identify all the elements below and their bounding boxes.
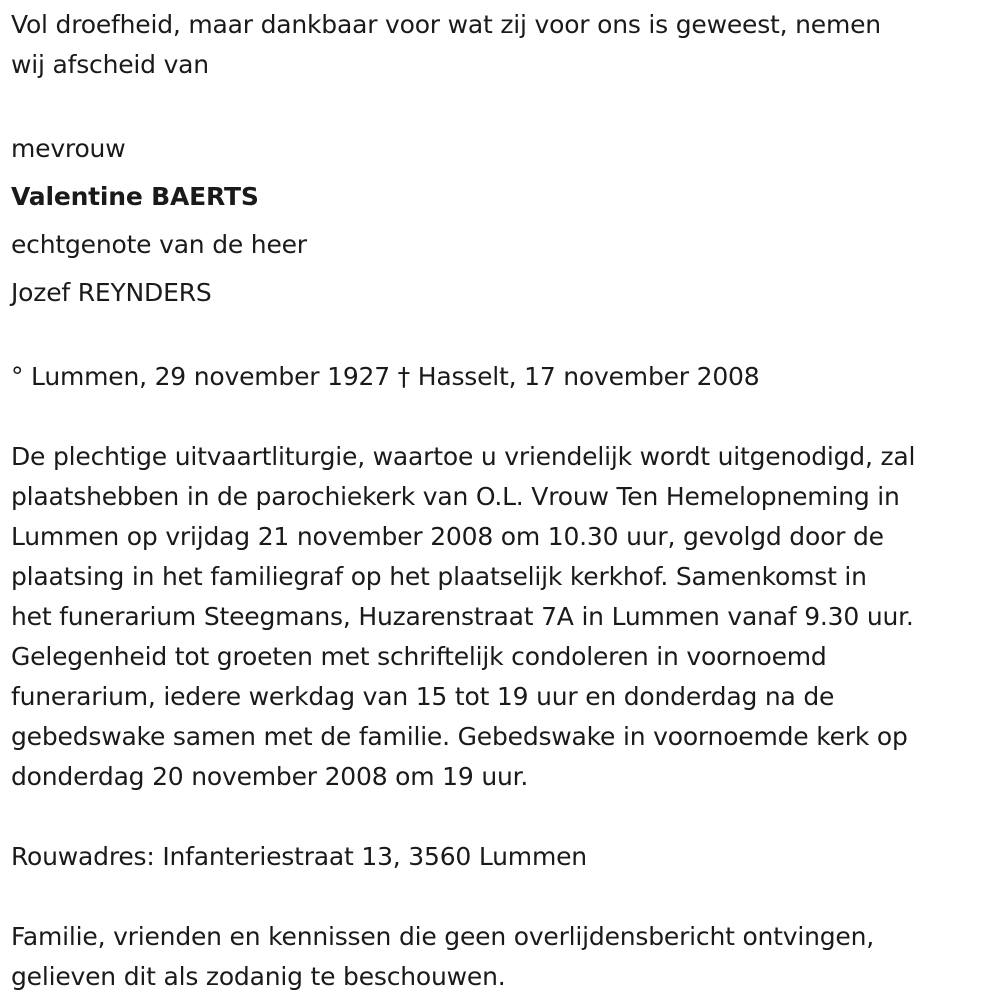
deceased-name: Valentine BAERTS xyxy=(11,182,259,211)
funeral-line: Lummen op vrijdag 21 november 2008 om 10.30 uur, gevolgd door de xyxy=(11,522,884,551)
funeral-paragraph xyxy=(11,437,996,797)
mourning-address: Rouwadres: Infanteriestraat 13, 3560 Lummen xyxy=(11,842,587,871)
funeral-line: plaatshebben in de parochiekerk van O.L. Vrouw Ten Hemelopneming in xyxy=(11,482,900,511)
closing-line-1: Familie, vrienden en kennissen die geen overlijdensbericht ontvingen, xyxy=(11,922,875,951)
funeral-line: plaatsing in het familiegraf op het plaatselijk kerkhof. Samenkomst in xyxy=(11,562,867,591)
intro-line-1: Vol droefheid, maar dankbaar voor wat zij voor ons is geweest, nemen xyxy=(11,10,881,39)
spouse-name: Jozef REYNDERS xyxy=(11,278,212,307)
obituary-document xyxy=(11,5,996,997)
spacer xyxy=(11,397,996,437)
funeral-line: De plechtige uitvaartliturgie, waartoe u vriendelijk wordt uitgenodigd, zal xyxy=(11,442,916,471)
funeral-line: gebedswake samen met de familie. Gebedswake in voornoemde kerk op xyxy=(11,722,908,751)
spacer xyxy=(11,877,996,917)
funeral-line: donderdag 20 november 2008 om 19 uur. xyxy=(11,762,529,791)
spacer xyxy=(11,797,996,837)
funeral-line: funerarium, iedere werkdag van 15 tot 19 uur en donderdag na de xyxy=(11,682,835,711)
funeral-line: het funerarium Steegmans, Huzarenstraat 7A in Lummen vanaf 9.30 uur. xyxy=(11,602,914,631)
funeral-line: Gelegenheid tot groeten met schriftelijk condoleren in voornoemd xyxy=(11,642,827,671)
dates-line: ° Lummen, 29 november 1927 † Hasselt, 17 november 2008 xyxy=(11,362,760,391)
title-line: mevrouw xyxy=(11,134,126,163)
spacer xyxy=(11,85,996,125)
closing-line-2: gelieven dit als zodanig te beschouwen. xyxy=(11,962,506,991)
spacer xyxy=(11,317,996,357)
relation-line: echtgenote van de heer xyxy=(11,230,307,259)
intro-line-2: wij afscheid van xyxy=(11,50,209,79)
